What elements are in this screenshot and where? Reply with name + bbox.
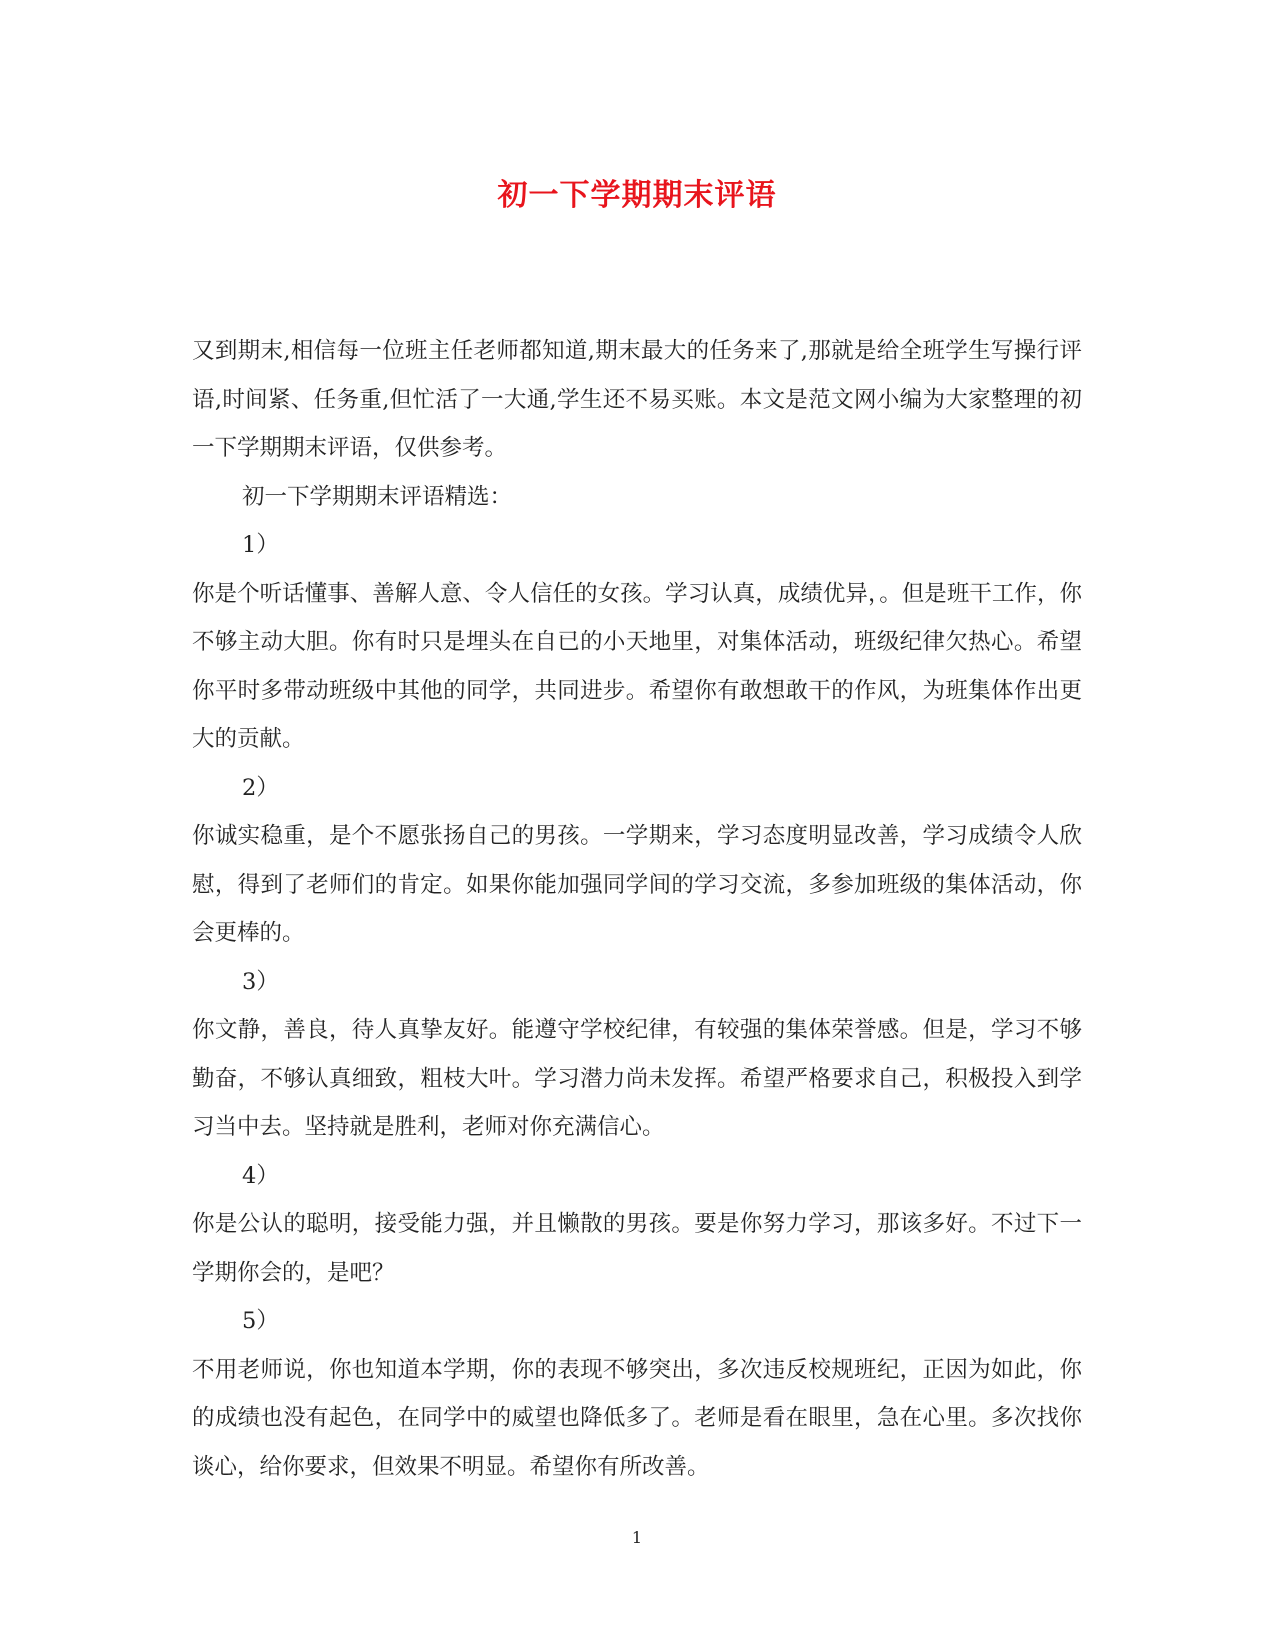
page-number: 1 xyxy=(631,1528,643,1547)
comment-number-3: 3） xyxy=(242,968,279,995)
comment-text-2: 你诚实稳重，是个不愿张扬自己的男孩。一学期来，学习态度明显改善，学习成绩令人欣慰，得到了老师们的肯定。如果你能加强同学间的学习交流，多参加班级的集体活动，你会更棒的。 xyxy=(192,823,1082,946)
comment-number-2: 2） xyxy=(242,774,279,801)
document-body xyxy=(192,327,1082,1491)
comment-number-5: 5） xyxy=(242,1308,279,1334)
comment-number-1: 1） xyxy=(242,532,279,558)
selection-heading: 初一下学期期末评语精选： xyxy=(242,483,513,510)
comment-text-1: 你是个听话懂事、善解人意、令人信任的女孩。学习认真，成绩优异，。但是班干工作，你不够主动大胆。你有时只是埋头在自已的小天地里，对集体活动，班级纪律欠热心。希望你平时多带动班级中其他的同学，共同进步。希望你有敢想敢干的作风，为班集体作出更大的贡献。 xyxy=(192,580,1082,752)
comment-text-3: 你文静，善良，待人真挚友好。能遵守学校纪律，有较强的集体荣誉感。但是，学习不够勤奋，不够认真细致，粗枝大叶。学习潜力尚未发挥。希望严格要求自己，积极投入到学习当中去。坚持就是胜利，老师对你充满信心。 xyxy=(192,1017,1082,1140)
comment-text-4: 你是公认的聪明，接受能力强，并且懒散的男孩。要是你努力学习，那该多好。不过下一学期你会的，是吧？ xyxy=(192,1211,1082,1286)
document-title: 初一下学期期末评语 xyxy=(497,178,777,213)
comment-number-4: 4） xyxy=(242,1162,279,1189)
comment-text-5: 不用老师说，你也知道本学期，你的表现不够突出，多次违反校规班纪，正因为如此，你的成绩也没有起色，在同学中的威望也降低多了。老师是看在眼里，急在心里。多次找你谈心，给你要求，但效果不明显。希望你有所改善。 xyxy=(192,1356,1082,1480)
intro-paragraph: 又到期末,相信每一位班主任老师都知道,期末最大的任务来了,那就是给全班学生写操行评语,时间紧、任务重,但忙活了一大通,学生还不易买账。本文是范文网小编为大家整理的初一下学期期末评语，仅供参考。 xyxy=(192,338,1082,461)
